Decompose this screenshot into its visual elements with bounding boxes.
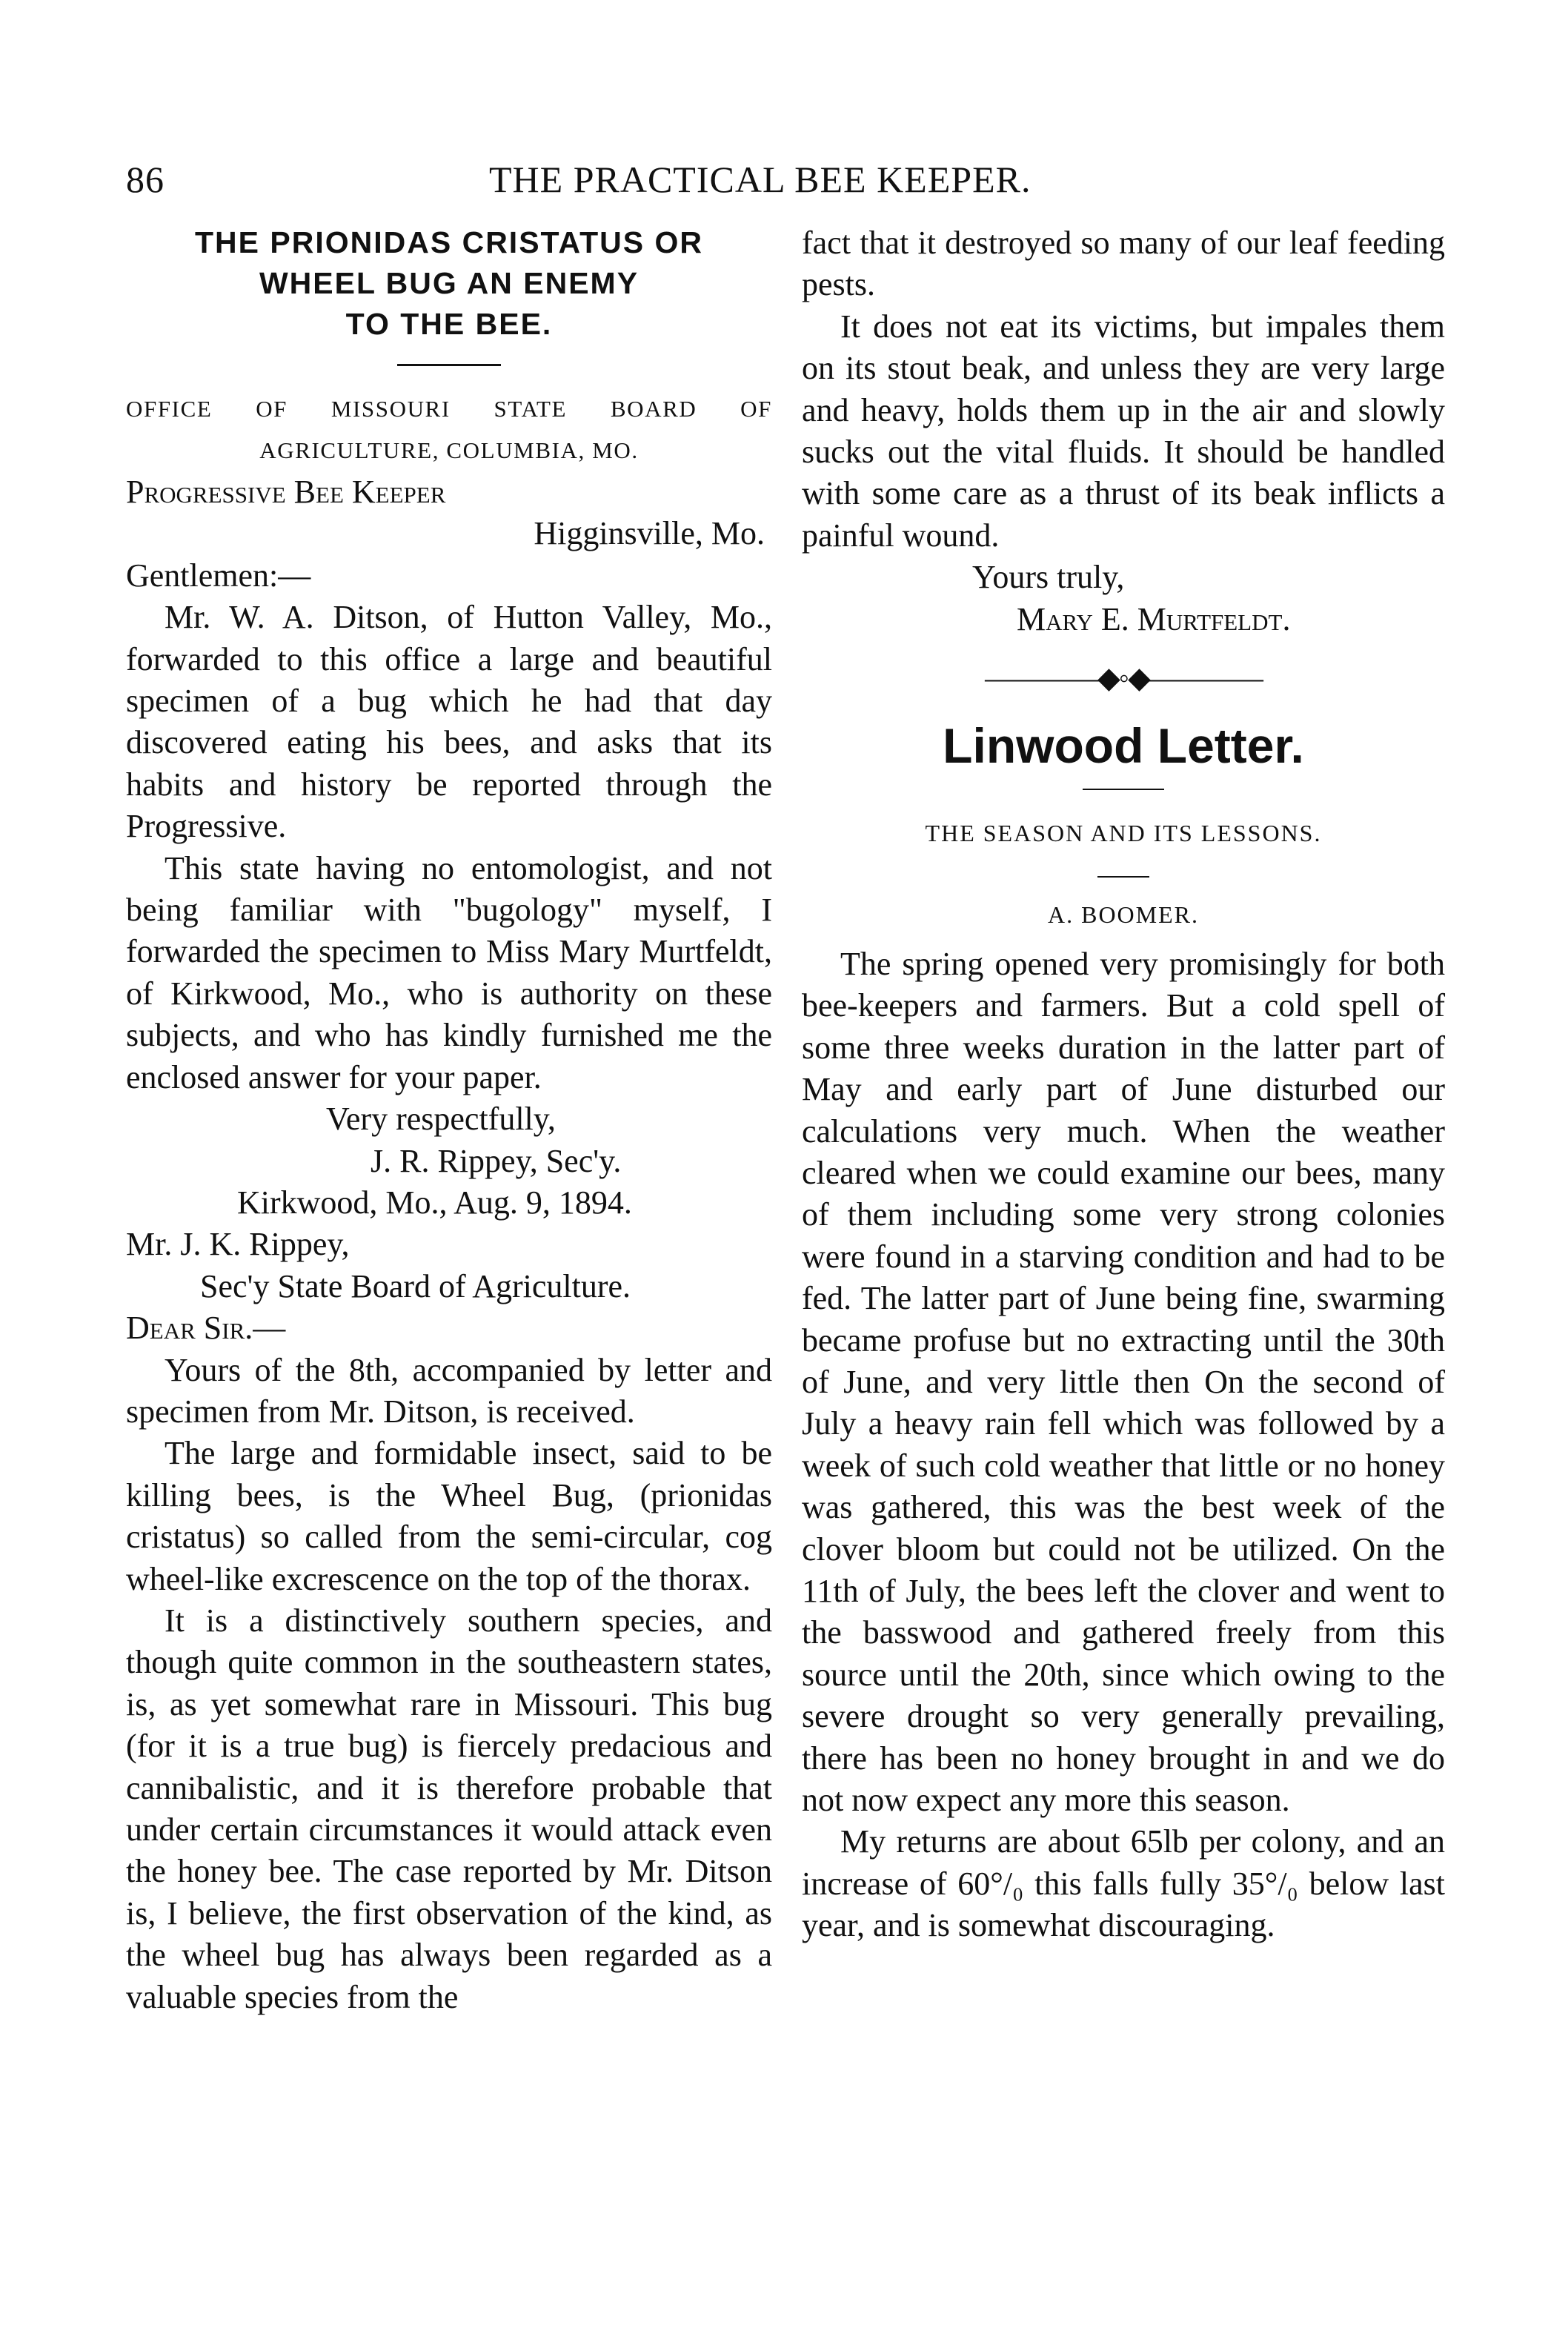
yours-truly: Yours truly, [972, 559, 1125, 596]
to-title: Sec'y State Board of Agriculture. [200, 1267, 631, 1304]
addressee-place: Higginsville, Mo. [534, 515, 765, 552]
headline-rule [397, 364, 501, 366]
article-subhead: THE SEASON AND ITS LESSONS. [925, 820, 1322, 847]
article-headline-line: TO THE BEE. [345, 307, 553, 341]
paragraph: The large and formidable insect, said to be killing bees, is the Wheel Bug, (prionidas cristatus) so called from the semi-circular, cog wheel-like excrescence on the top of the thorax. [126, 1435, 772, 1597]
dear-sir: Dear Sir.— [126, 1310, 286, 1347]
to-line: Mr. J. K. Rippey, [126, 1226, 350, 1263]
paragraph: The spring opened very promisingly for both bee-keepers and farmers. But a cold spell of some three weeks duration in the latter part of May and early part of June disturbed our calculations very much. When the weather cleared when we could examine our bees, many of them including some very strong colonies were found in a starving condition and had to be fed. The latter part of June being fine, swarming became profuse but no extracting until the 30th of June, and very little then On the second of July a heavy rain fell which was followed by a week of such cold weather that little or no honey was gathered, this was the best week of the clover bloom but could not be utilized. On the 11th of July, the bees left the clover and went to the basswood and gathered freely from this source until the 20th, since which owing to the severe drought so very generally prevailing, there has been no honey brought in and we do not now expect any more this season. [802, 945, 1445, 1818]
publication-title: THE PRACTICAL BEE KEEPER. [489, 159, 1032, 200]
office-line: AGRICULTURE, COLUMBIA, MO. [259, 437, 639, 463]
paragraph: My returns are about 65lb per colony, and an increase of 60°/₀ this falls fully 35°/₀ below last year, and is somewhat discouraging. [802, 1823, 1445, 1944]
author-byline: A. BOOMER. [1047, 901, 1199, 929]
left-column [126, 222, 772, 2018]
paragraph: It is a distinctively southern species, and though quite common in the southeastern states, is, as yet somewhat rare in Missouri. This bug (for it is a true bug) is fiercely predacious and cannibalistic, and it is therefore probable that under certain circumstances it would attack even the honey bee. The case reported by Mr. Ditson is, I believe, the first observation of the kind, as the wheel bug has always been regarded as a valuable species from the [126, 1602, 772, 2015]
signature: J. R. Rippey, Sec'y. [371, 1142, 622, 1179]
article-headline-line: WHEEL BUG AN ENEMY [259, 266, 640, 300]
paragraph: This state having no entomologist, and not being familiar with "bugology" myself, I forwarded the specimen to Miss Mary Murtfeldt, of Kirkwood, Mo., who is authority on these subjects, and who has kindly furnished me the enclosed answer for your paper. [126, 849, 772, 1095]
page-number: 86 [126, 159, 165, 200]
paragraph: Yours of the 8th, accompanied by letter and specimen from Mr. Ditson, is received. [126, 1351, 772, 1430]
closing: Very respectfully, [326, 1101, 556, 1138]
paragraph: It does not eat its victims, but impales them on its stout beak, and unless they are very large and heavy, holds them up in the air and slowly sucks out the vital fluids. It should be handled with some care as a thrust of its beak inflicts a painful wound. [802, 308, 1445, 554]
section-ornament: ————◆◦◆———— [985, 661, 1262, 695]
signer: Mary E. Murtfeldt. [1017, 600, 1291, 637]
paragraph: Mr. W. A. Ditson, of Hutton Valley, Mo., forwarded to this office a large and beautiful specimen of a bug which he had that day discovered eating his bees, and asks that its habits and history be reported through the Progressive. [126, 599, 772, 845]
right-column [802, 222, 1445, 1947]
addressee: Progressive Bee Keeper [126, 474, 446, 510]
salutation: Gentlemen:— [126, 557, 311, 594]
subhead-rule [1097, 876, 1149, 878]
headline-rule [1083, 789, 1164, 790]
paragraph-continued: fact that it destroyed so many of our leaf feeding pests. [802, 225, 1445, 303]
dateline: Kirkwood, Mo., Aug. 9, 1894. [237, 1184, 632, 1221]
article-headline-line: THE PRIONIDAS CRISTATUS OR [195, 225, 703, 259]
article-headline: Linwood Letter. [943, 718, 1304, 774]
office-line: OFFICE OF MISSOURI STATE BOARD OF [126, 396, 772, 422]
